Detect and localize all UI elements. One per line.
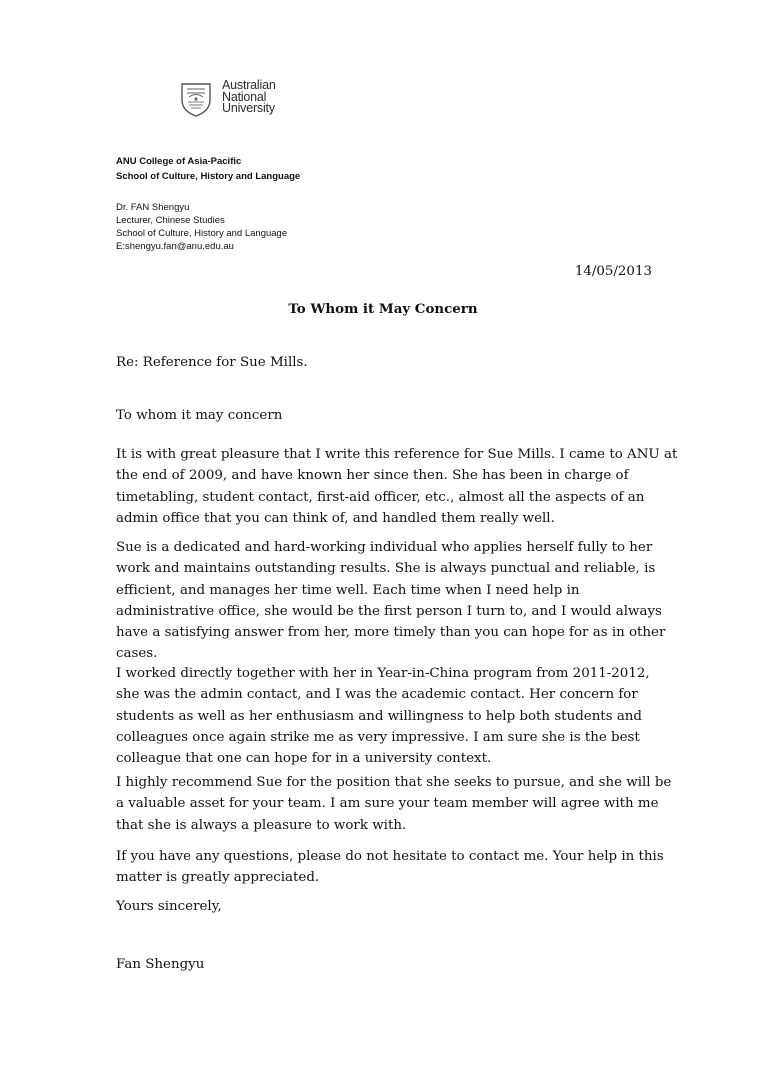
paragraph-line: admin office that you can think of, and handled them really well.: [116, 510, 555, 526]
paragraph-line: If you have any questions, please do not hesitate to contact me. Your help in this: [116, 849, 664, 864]
paragraph-line: I highly recommend Sue for the position that she seeks to pursue, and she will be: [116, 775, 672, 790]
paragraph-line: timetabling, student contact, first-aid officer, etc., almost all the aspects of an: [116, 489, 645, 505]
paragraph: [116, 444, 678, 529]
paragraph-line: colleague that one can hope for in a university context.: [116, 751, 492, 767]
paragraph-line: matter is greatly appreciated.: [116, 870, 320, 886]
school-name: School of Culture, History and Language: [116, 171, 301, 182]
sender-email: E:shengyu.fan@anu.edu.au: [116, 241, 234, 252]
paragraph-line: the end of 2009, and have known her since then. She has been in charge of: [116, 468, 629, 484]
signature-name: Fan Shengyu: [116, 957, 205, 972]
paragraph-line: It is with great pleasure that I write this reference for Sue Mills. I came to ANU at: [116, 447, 678, 462]
paragraph: [116, 537, 666, 665]
sender-school: School of Culture, History and Language: [116, 228, 288, 239]
logo-line: Australian: [222, 78, 276, 92]
salutation: To whom it may concern: [116, 408, 283, 423]
paragraph: [116, 663, 656, 769]
logo-line: National: [222, 89, 267, 104]
paragraph-line: cases.: [116, 646, 158, 662]
sender-contact: [116, 201, 287, 253]
letter-date: 14/05/2013: [574, 264, 652, 279]
logo-line: University: [222, 101, 275, 115]
paragraph: [116, 772, 672, 836]
paragraph-line: a valuable asset for your team. I am sure your team member will agree with me: [116, 796, 659, 812]
paragraph-line: colleagues once again strike me as very impressive. I am sure she is the best: [116, 729, 640, 745]
subject-line: Re: Reference for Sue Mills.: [116, 355, 308, 370]
paragraph-line: efficient, and manages her time well. Each time when I need help in: [116, 582, 580, 598]
university-name: [222, 80, 276, 115]
sender-name: Dr. FAN Shengyu: [116, 202, 190, 213]
paragraph-line: students as well as her enthusiasm and willingness to help both students and: [116, 708, 643, 724]
college-header: [116, 154, 300, 184]
letter-heading: [0, 301, 768, 317]
sender-position: Lecturer, Chinese Studies: [116, 215, 225, 226]
college-name: ANU College of Asia-Pacific: [116, 156, 242, 167]
paragraph-line: have a satisfying answer from her, more timely than you can hope for as in other: [116, 625, 666, 641]
heading-text: To Whom it May Concern: [288, 301, 478, 317]
closing: Yours sincerely,: [116, 899, 222, 914]
paragraph: [116, 846, 664, 889]
paragraph-line: I worked directly together with her in Year-in-China program from 2011-2012,: [116, 666, 650, 681]
paragraph-line: work and maintains outstanding results. She is always punctual and reliable, is: [116, 561, 656, 577]
paragraph-line: Sue is a dedicated and hard-working individual who applies herself fully to her: [116, 540, 653, 555]
paragraph-line: she was the admin contact, and I was the academic contact. Her concern for: [116, 687, 638, 703]
anu-crest-icon: [176, 80, 216, 118]
paragraph-line: administrative office, she would be the first person I turn to, and I would always: [116, 603, 662, 619]
paragraph-line: that she is always a pleasure to work with.: [116, 817, 407, 833]
university-logo: [166, 80, 286, 120]
